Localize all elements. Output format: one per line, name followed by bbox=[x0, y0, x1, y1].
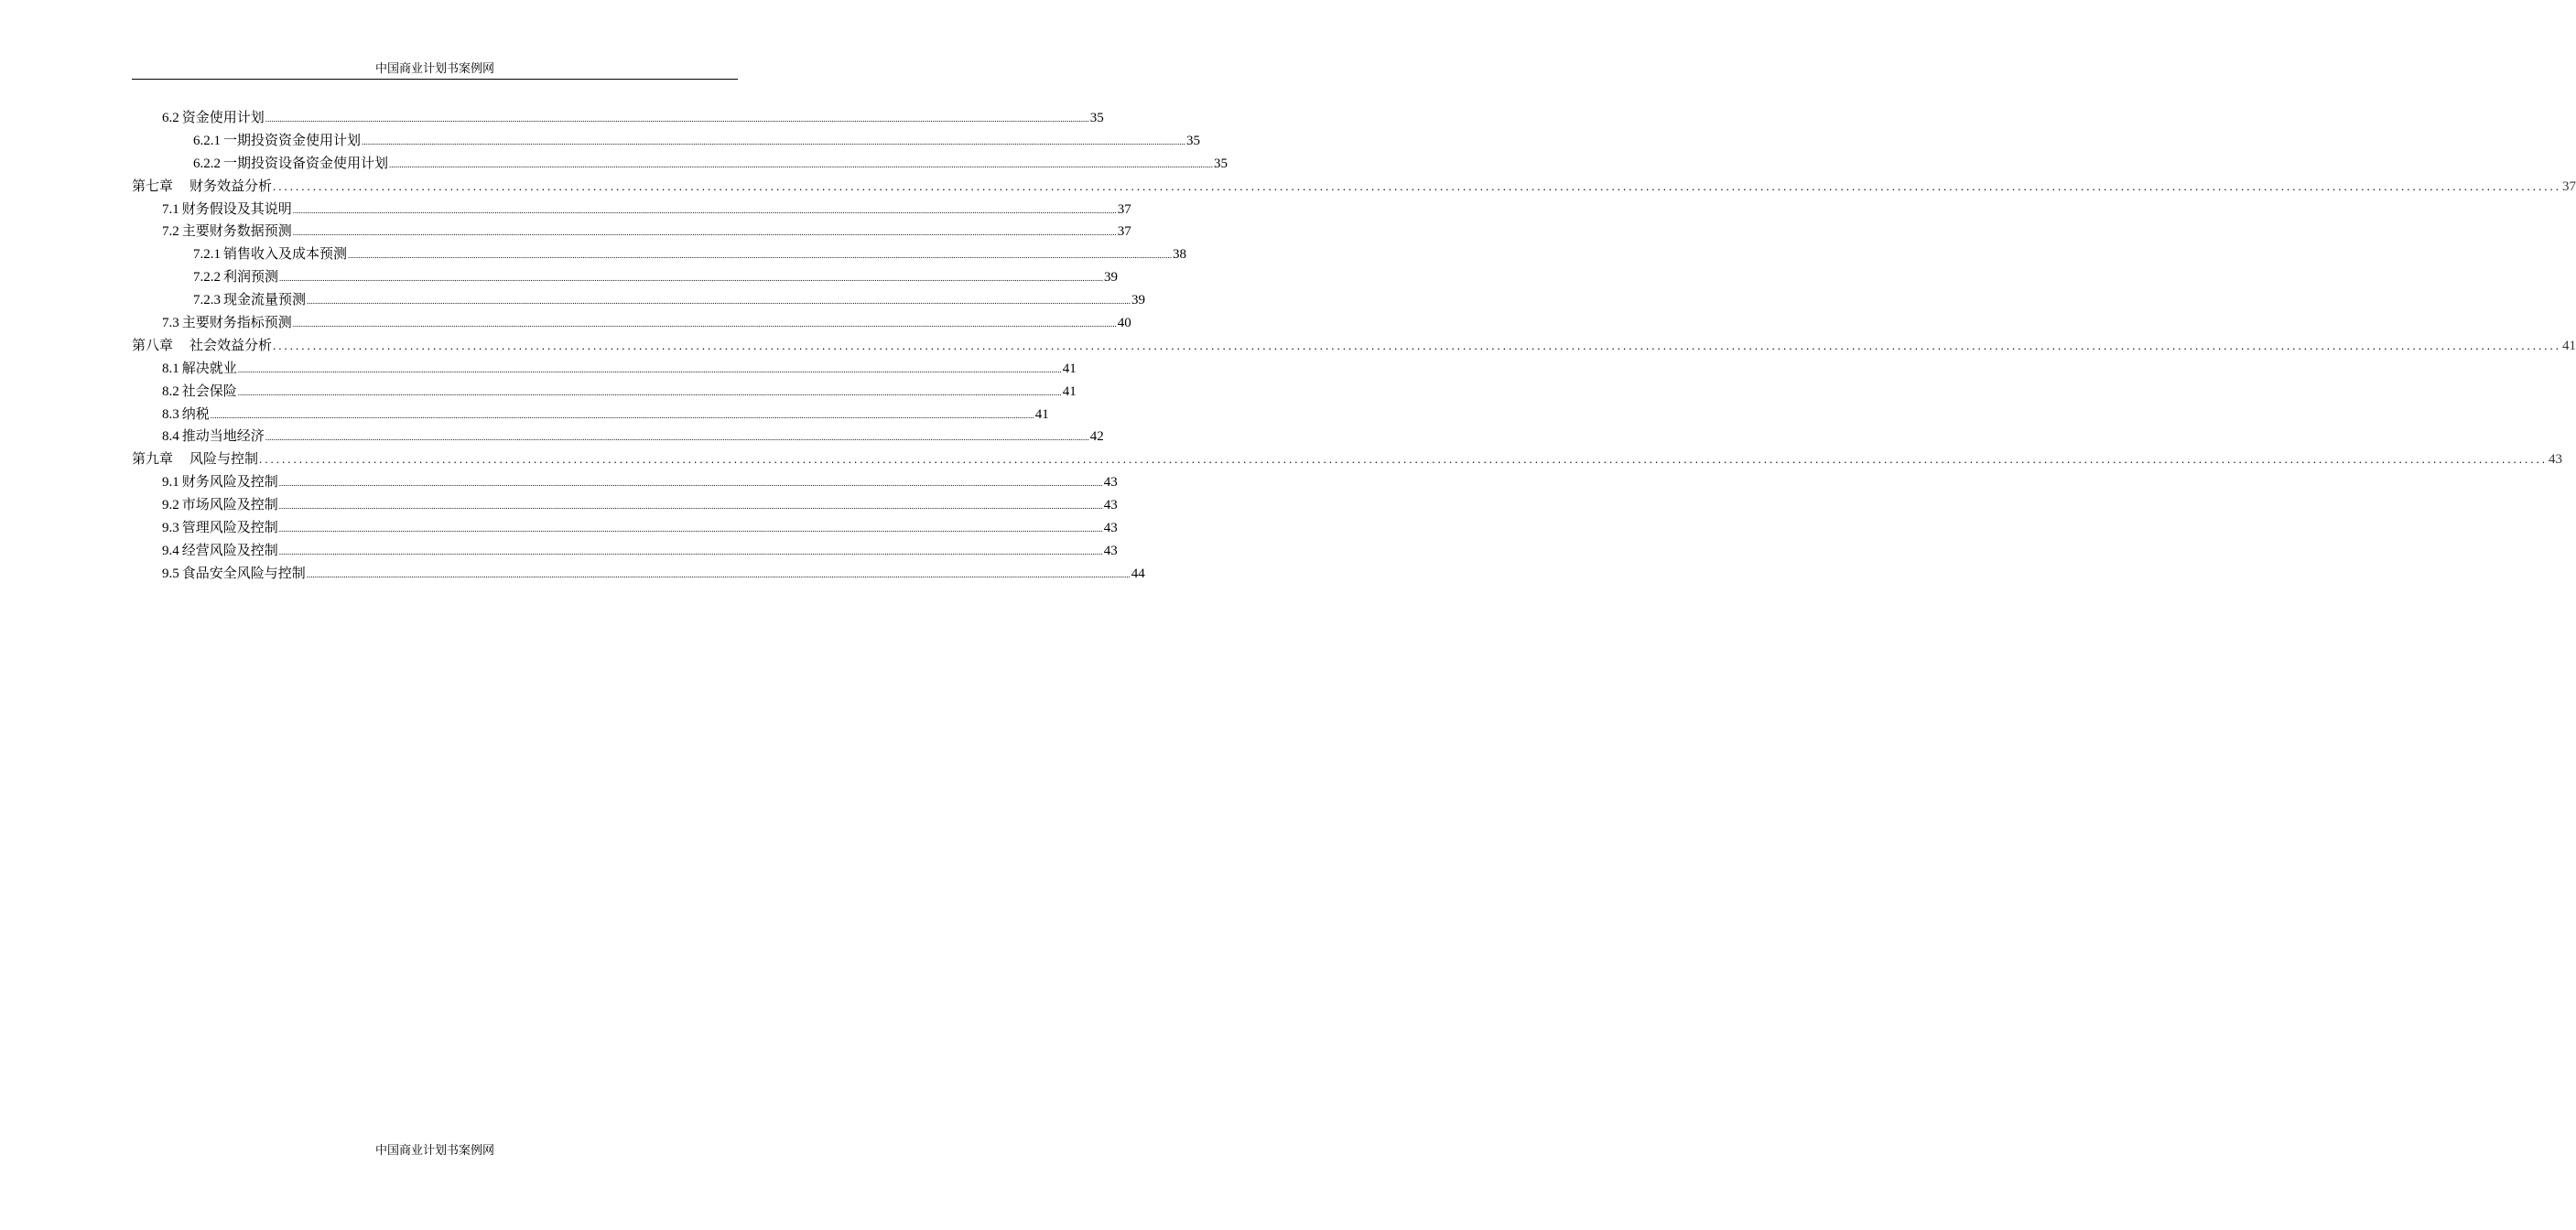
toc-dot-leader: ................................................................................................................................................................................................................................................................................................................................................................................................................ bbox=[237, 364, 1062, 374]
toc-entry-label bbox=[193, 266, 278, 289]
toc-dot-leader: ................................................................................................................................................................................................................................................................................................................................................................................................................ bbox=[273, 338, 2562, 352]
toc-entry-title: 市场风险及控制 bbox=[181, 498, 278, 513]
toc-page-number: 38 bbox=[1173, 247, 1187, 263]
toc-entry-title: 纳税 bbox=[181, 406, 210, 422]
toc-dot-leader: ................................................................................................................................................................................................................................................................................................................................................................................................................ bbox=[292, 319, 1117, 329]
toc-entry-label bbox=[162, 404, 210, 426]
toc-section-entry[interactable] bbox=[132, 563, 1145, 586]
toc-entry-number: 9.4 bbox=[162, 543, 179, 558]
toc-entry-number: 7.2.2 bbox=[193, 270, 221, 286]
toc-entry-title: 主要财务数据预测 bbox=[181, 224, 292, 240]
toc-page-number: 39 bbox=[1131, 293, 1146, 308]
toc-page-number: 41 bbox=[1034, 406, 1049, 422]
toc-entry-title: 管理风险及控制 bbox=[181, 521, 278, 536]
toc-entry-label bbox=[132, 335, 272, 358]
toc-entry-title: 资金使用计划 bbox=[181, 111, 265, 125]
toc-entry-title: 推动当地经济 bbox=[181, 429, 265, 445]
toc-page-number: 37 bbox=[1117, 201, 1131, 217]
toc-dot-leader: ................................................................................................................................................................................................................................................................................................................................................................................................................ bbox=[279, 274, 1104, 284]
toc-page-number: 44 bbox=[1131, 566, 1145, 581]
toc-section-entry[interactable] bbox=[132, 266, 1119, 289]
toc-dot-leader: ................................................................................................................................................................................................................................................................................................................................................................................................................ bbox=[278, 546, 1103, 556]
toc-dot-leader: ................................................................................................................................................................................................................................................................................................................................................................................................................ bbox=[278, 524, 1103, 534]
toc-entry-label bbox=[162, 494, 278, 517]
toc-entry-title: 风险与控制 bbox=[189, 452, 259, 468]
toc-section-entry[interactable] bbox=[132, 243, 1187, 266]
toc-entry-number: 7.2 bbox=[162, 224, 179, 240]
toc-entry-number: 6.2.2 bbox=[193, 156, 221, 171]
toc-entry-label bbox=[162, 199, 292, 221]
toc-dot-leader: ................................................................................................................................................................................................................................................................................................................................................................................................................ bbox=[292, 228, 1117, 238]
toc-page-number: 43 bbox=[1103, 475, 1118, 491]
toc-page-number: 43 bbox=[1103, 543, 1118, 558]
toc-page-number: 41 bbox=[2562, 338, 2576, 353]
toc-entry-number: 8.2 bbox=[162, 383, 179, 399]
toc-entry-title: 现金流量预测 bbox=[223, 293, 307, 308]
toc-page-number: 37 bbox=[1117, 224, 1131, 240]
toc-entry-title: 财务风险及控制 bbox=[181, 475, 278, 491]
toc-section-entry[interactable] bbox=[132, 312, 1131, 335]
toc-dot-leader: ................................................................................................................................................................................................................................................................................................................................................................................................................ bbox=[348, 251, 1173, 261]
toc-page-number: 41 bbox=[1062, 383, 1077, 399]
toc-entry-number: 第七章 bbox=[132, 178, 174, 194]
toc-entry-number: 第八章 bbox=[132, 338, 174, 353]
toc-section-entry[interactable] bbox=[132, 471, 1118, 494]
toc-chapter-entry[interactable] bbox=[132, 176, 2576, 199]
toc-section-entry[interactable] bbox=[132, 358, 1077, 381]
toc-entry-number: 9.3 bbox=[162, 521, 179, 536]
toc-entry-label bbox=[162, 471, 278, 494]
toc-page-number: 39 bbox=[1104, 270, 1119, 286]
toc-entry-label bbox=[132, 448, 258, 471]
table-of-contents bbox=[132, 107, 2576, 586]
toc-entry-label bbox=[193, 289, 306, 312]
toc-entry-number: 8.4 bbox=[162, 429, 179, 445]
toc-page-number: 35 bbox=[1089, 111, 1104, 125]
toc-dot-leader: ................................................................................................................................................................................................................................................................................................................................................................................................................ bbox=[278, 502, 1103, 512]
toc-section-entry[interactable] bbox=[132, 289, 1146, 312]
toc-entry-title: 社会效益分析 bbox=[189, 338, 273, 353]
toc-entry-title: 财务效益分析 bbox=[189, 178, 273, 194]
toc-dot-leader: ................................................................................................................................................................................................................................................................................................................................................................................................................ bbox=[389, 159, 1214, 169]
toc-entry-label bbox=[193, 153, 388, 176]
toc-section-entry[interactable] bbox=[132, 381, 1077, 404]
toc-entry-number: 9.2 bbox=[162, 498, 179, 513]
toc-section-entry[interactable] bbox=[132, 404, 1049, 426]
toc-entry-title: 经营风险及控制 bbox=[181, 543, 278, 558]
toc-section-entry[interactable] bbox=[132, 153, 1228, 176]
toc-entry-label bbox=[193, 130, 361, 153]
toc-section-entry[interactable] bbox=[132, 517, 1118, 540]
toc-entry-label bbox=[162, 358, 237, 381]
toc-chapter-entry[interactable] bbox=[132, 448, 2563, 471]
toc-dot-leader: ................................................................................................................................................................................................................................................................................................................................................................................................................ bbox=[307, 297, 1131, 307]
toc-entry-number: 7.2.3 bbox=[193, 293, 221, 308]
toc-entry-number: 9.5 bbox=[162, 566, 179, 581]
toc-entry-number: 8.3 bbox=[162, 406, 179, 422]
toc-dot-leader: ................................................................................................................................................................................................................................................................................................................................................................................................................ bbox=[265, 114, 1089, 124]
toc-entry-label bbox=[162, 517, 278, 540]
toc-entry-number: 第九章 bbox=[132, 452, 174, 468]
toc-entry-number: 9.1 bbox=[162, 475, 179, 491]
toc-entry-label bbox=[132, 176, 272, 199]
toc-entry-title: 社会保险 bbox=[181, 383, 237, 399]
toc-entry-number: 7.1 bbox=[162, 201, 179, 217]
toc-entry-title: 销售收入及成本预测 bbox=[223, 247, 348, 263]
toc-page-number: 35 bbox=[1214, 156, 1228, 171]
toc-section-entry[interactable] bbox=[132, 221, 1131, 243]
toc-page-number: 40 bbox=[1117, 316, 1131, 331]
toc-dot-leader: ................................................................................................................................................................................................................................................................................................................................................................................................................ bbox=[265, 433, 1089, 443]
toc-page-number: 43 bbox=[1103, 498, 1118, 513]
toc-entry-title: 一期投资设备资金使用计划 bbox=[223, 156, 389, 171]
toc-dot-leader: ................................................................................................................................................................................................................................................................................................................................................................................................................ bbox=[210, 410, 1034, 420]
toc-entry-label bbox=[162, 426, 265, 448]
toc-entry-label bbox=[162, 540, 278, 563]
toc-entry-title: 食品安全风险与控制 bbox=[181, 566, 306, 581]
toc-page-number: 43 bbox=[2549, 452, 2563, 468]
toc-entry-label bbox=[193, 243, 347, 266]
toc-page-number: 35 bbox=[1186, 133, 1201, 148]
toc-entry-label bbox=[162, 312, 292, 335]
toc-entry-number: 7.3 bbox=[162, 316, 179, 331]
page-footer: 中国商业计划书案例网 bbox=[374, 1143, 494, 1157]
toc-entry-number: 6.2.1 bbox=[193, 133, 221, 148]
toc-section-entry[interactable] bbox=[132, 107, 1104, 130]
toc-section-entry[interactable] bbox=[132, 199, 1131, 221]
toc-entry-number: 6.2 bbox=[162, 111, 179, 125]
toc-section-entry[interactable] bbox=[132, 130, 1201, 153]
toc-dot-leader: ................................................................................................................................................................................................................................................................................................................................................................................................................ bbox=[362, 136, 1186, 146]
toc-entry-title: 一期投资资金使用计划 bbox=[223, 133, 362, 148]
toc-chapter-entry[interactable] bbox=[132, 335, 2576, 358]
toc-entry-number: 7.2.1 bbox=[193, 247, 221, 263]
toc-entry-label bbox=[162, 381, 237, 404]
toc-section-entry[interactable] bbox=[132, 494, 1118, 517]
toc-dot-leader: ................................................................................................................................................................................................................................................................................................................................................................................................................ bbox=[237, 387, 1062, 397]
toc-entry-label bbox=[162, 563, 306, 586]
toc-entry-title: 利润预测 bbox=[223, 270, 279, 286]
toc-page-number: 37 bbox=[2562, 178, 2576, 194]
toc-page-number: 41 bbox=[1062, 361, 1077, 376]
toc-dot-leader: ................................................................................................................................................................................................................................................................................................................................................................................................................ bbox=[259, 452, 2549, 467]
page-header: 中国商业计划书案例网 bbox=[374, 61, 494, 75]
toc-dot-leader: ................................................................................................................................................................................................................................................................................................................................................................................................................ bbox=[292, 205, 1117, 215]
toc-entry-title: 解决就业 bbox=[181, 361, 237, 376]
header-rule bbox=[132, 79, 738, 80]
toc-page-number: 43 bbox=[1103, 521, 1118, 536]
toc-dot-leader: ................................................................................................................................................................................................................................................................................................................................................................................................................ bbox=[273, 178, 2562, 193]
toc-entry-title: 财务假设及其说明 bbox=[181, 201, 292, 217]
toc-entry-label bbox=[162, 107, 265, 130]
toc-page-number: 42 bbox=[1089, 429, 1104, 445]
toc-entry-label bbox=[162, 221, 292, 243]
toc-section-entry[interactable] bbox=[132, 426, 1104, 448]
toc-section-entry[interactable] bbox=[132, 540, 1118, 563]
toc-entry-number: 8.1 bbox=[162, 361, 179, 376]
toc-dot-leader: ................................................................................................................................................................................................................................................................................................................................................................................................................ bbox=[306, 569, 1131, 579]
toc-entry-title: 主要财务指标预测 bbox=[181, 316, 292, 331]
toc-dot-leader: ................................................................................................................................................................................................................................................................................................................................................................................................................ bbox=[278, 479, 1103, 489]
